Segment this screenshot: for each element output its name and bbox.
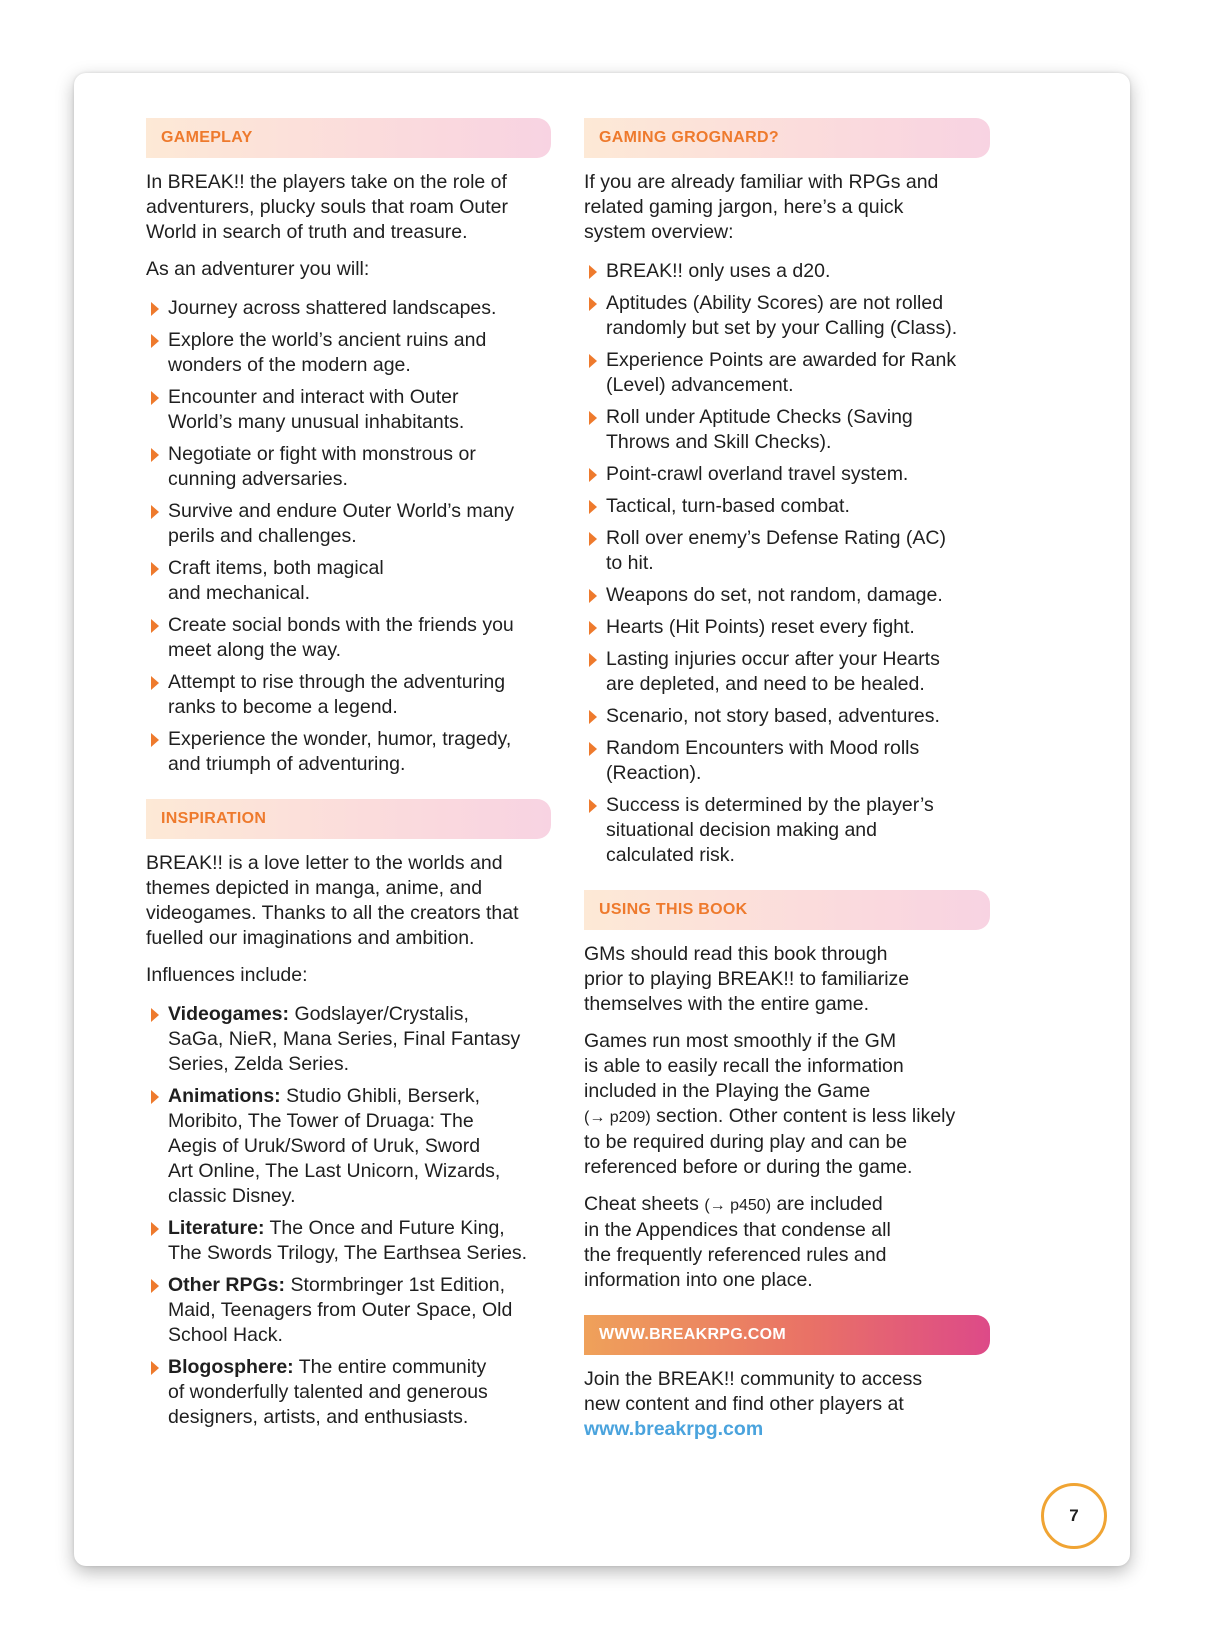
list-item: Encounter and interact with Outer World’s many unusual inhabitants. <box>146 385 551 435</box>
influence-label: Other RPGs: <box>168 1274 286 1296</box>
list-item: Craft items, both magical and mechanical. <box>146 556 551 606</box>
gameplay-intro: In BREAK!! the players take on the role of adventurers, plucky souls that roam Outer World in search of truth and treasure. <box>146 171 508 243</box>
list-item: Roll over enemy’s Defense Rating (AC) to hit. <box>584 526 990 576</box>
list-item: BREAK!! only uses a d20. <box>584 259 990 284</box>
gameplay-heading: GAMEPLAY <box>146 118 551 158</box>
system-overview-list <box>584 259 990 868</box>
inspiration-lead: Influences include: <box>146 964 308 986</box>
influence-label: Animations: <box>168 1085 281 1107</box>
list-item: Random Encounters with Mood rolls (Reaction). <box>584 736 990 786</box>
list-item: Explore the world’s ancient ruins and wonders of the modern age. <box>146 328 551 378</box>
list-item: Experience Points are awarded for Rank (Level) advancement. <box>584 348 990 398</box>
right-column <box>584 118 990 1442</box>
list-item: Hearts (Hit Points) reset every fight. <box>584 615 990 640</box>
list-item: Negotiate or fight with monstrous or cunning adversaries. <box>146 442 551 492</box>
left-column <box>146 118 551 1437</box>
website-text-body: Join the BREAK!! community to access new content and find other players at <box>584 1368 923 1415</box>
using-para-1: GMs should read this book through prior to playing BREAK!! to familiarize themselves with the entire game. <box>584 943 910 1015</box>
inspiration-intro: BREAK!! is a love letter to the worlds and themes depicted in manga, anime, and videogames. Thanks to all the creators that fuelled our imaginations and ambition. <box>146 852 519 949</box>
list-item: Tactical, turn-based combat. <box>584 494 990 519</box>
using-para-3 <box>584 1192 990 1293</box>
influence-label: Blogosphere: <box>168 1356 294 1378</box>
list-item <box>146 1273 551 1348</box>
page-reference: (→ p450) <box>704 1197 772 1214</box>
list-item <box>146 1084 551 1209</box>
influence-label: Videogames: <box>168 1003 290 1025</box>
gameplay-lead: As an adventurer you will: <box>146 258 370 280</box>
using-para-2-end: section. Other content is less likely to be required during play and can be referenced before or during the game. <box>584 1105 956 1178</box>
list-item: Survive and endure Outer World’s many perils and challenges. <box>146 499 551 549</box>
list-item <box>146 1002 551 1077</box>
list-item: Point-crawl overland travel system. <box>584 462 990 487</box>
using-para-3-start: Cheat sheets <box>584 1193 705 1215</box>
list-item: Weapons do set, not random, damage. <box>584 583 990 608</box>
website-banner: WWW.BREAKRPG.COM <box>584 1315 990 1355</box>
list-item: Success is determined by the player’s situational decision making and calculated risk. <box>584 793 990 868</box>
website-text <box>584 1367 990 1442</box>
list-item: Aptitudes (Ability Scores) are not rolled randomly but set by your Calling (Class). <box>584 291 990 341</box>
list-item: Attempt to rise through the adventuring ranks to become a legend. <box>146 670 551 720</box>
gameplay-list <box>146 296 551 777</box>
using-book-heading: USING THIS BOOK <box>584 890 990 930</box>
influence-text: Studio Ghibli, Berserk, Moribito, The Tower of Druaga: The Aegis of Uruk/Sword of Uruk, Sword Art Online, The Last Unicorn, Wizards, classic Disney. <box>168 1085 501 1207</box>
list-item: Create social bonds with the friends you meet along the way. <box>146 613 551 663</box>
grognard-heading: GAMING GROGNARD? <box>584 118 990 158</box>
using-para-2-start: Games run most smoothly if the GM is able to easily recall the information included in the Playing the Game <box>584 1030 904 1102</box>
list-item <box>146 1355 551 1430</box>
influence-text: Stormbringer 1st Edition, Maid, Teenagers from Outer Space, Old School Hack. <box>168 1274 513 1346</box>
list-item: Lasting injuries occur after your Hearts are depleted, and need to be healed. <box>584 647 990 697</box>
inspiration-heading: INSPIRATION <box>146 799 551 839</box>
using-para-3-end: are included in the Appendices that condense all the frequently referenced rules and information into one place. <box>584 1193 891 1291</box>
page-reference: (→ p209) <box>584 1109 651 1126</box>
list-item <box>146 1216 551 1266</box>
page-number: 7 <box>1041 1483 1107 1549</box>
list-item: Scenario, not story based, adventures. <box>584 704 990 729</box>
list-item: Experience the wonder, humor, tragedy, and triumph of adventuring. <box>146 727 551 777</box>
list-item: Journey across shattered landscapes. <box>146 296 551 321</box>
list-item: Roll under Aptitude Checks (Saving Throws and Skill Checks). <box>584 405 990 455</box>
influence-text: The Once and Future King, The Swords Trilogy, The Earthsea Series. <box>168 1217 528 1264</box>
book-page <box>74 73 1130 1566</box>
website-link[interactable]: www.breakrpg.com <box>584 1418 764 1440</box>
grognard-intro: If you are already familiar with RPGs and related gaming jargon, here’s a quick system overview: <box>584 171 939 243</box>
using-para-2 <box>584 1029 990 1180</box>
influence-text: The entire community of wonderfully talented and generous designers, artists, and enthusiasts. <box>168 1356 488 1428</box>
influence-label: Literature: <box>168 1217 265 1239</box>
influences-list <box>146 1002 551 1430</box>
influence-text: Godslayer/Crystalis, SaGa, NieR, Mana Series, Final Fantasy Series, Zelda Series. <box>168 1003 521 1075</box>
